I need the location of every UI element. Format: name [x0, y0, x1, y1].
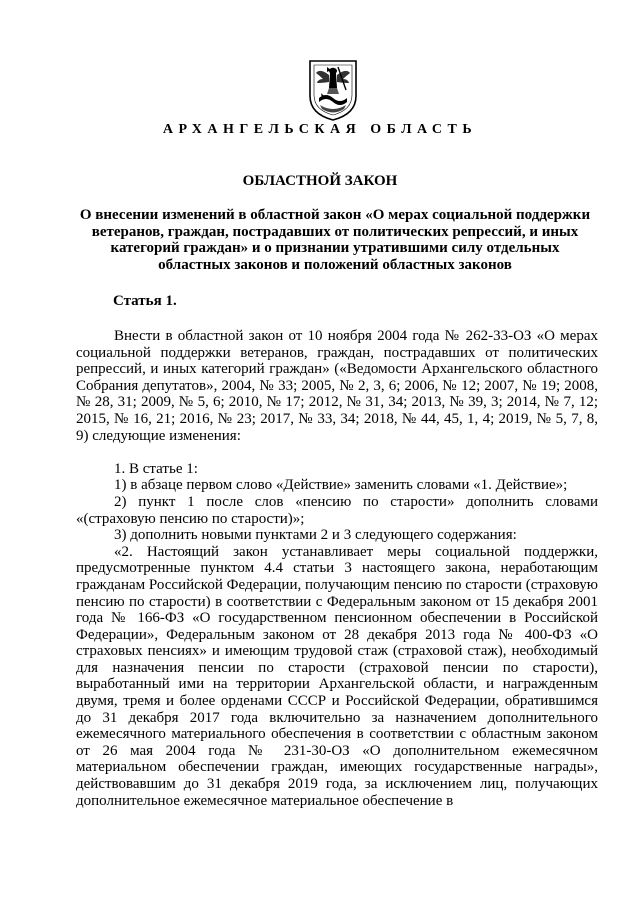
article-heading: Статья 1.	[113, 293, 177, 309]
amendment-item-1: 1. В статье 1:	[114, 460, 198, 477]
intro-paragraph: Внести в областной закон от 10 ноября 2004 года № 262-33-ОЗ «О мерах социальной поддержки ветеранов, граждан, пострадавших от политических репрессий, и иных категорий граждан» («Ведомости Архангельского областного Собрания депутатов», 2004, № 33; 2005, № 2, 3, 6; 2006, № 12; 2007, № 19; 2008, № 28, 31; 2009, № 5, 6; 2010, № 17; 2012, № 31, 34; 2013, № 39, 3; 2014, № 7, 12; 2015, № 16, 21; 2016, № 23; 2017, № 33, 34; 2018, № 44, 45, 1, 4; 2019, № 5, 7, 8, 9) следующие изменения:	[76, 328, 598, 444]
law-title-line: категорий граждан» и о признании утратившими силу отдельных	[110, 240, 560, 257]
subitem-1: 1) в абзаце первом слово «Действие» заменить словами «1. Действие»;	[114, 477, 568, 494]
quoted-point-2: «2. Настоящий закон устанавливает меры социальной поддержки, предусмотренные пунктом 4.4 статьи 3 настоящего закона, неработающим гражданам Российской Федерации, получающим пенсию по старости (страховую пенсию по старости) в соответствии с Федеральным законом от 15 декабря 2001 года № 166-ФЗ «О государственном пенсионном обеспечении в Российской Федерации», Федеральным законом от 28 декабря 2013 года № 400-ФЗ «О страховых пенсиях» и имеющим трудовой стаж (страховой стаж), необходимый для назначения пенсии по старости (страховой пенсии по старости), выработанный ими на территории Архангельской области, и награжденным двумя, тремя и более орденами СССР и Российской Федерации, обратившимся до 31 декабря 2017 года включительно за назначением дополнительного ежемесячного материального обеспечения в соответствии с областным законом от 26 мая 2004 года № 231-30-ОЗ «О дополнительном ежемесячном материальном обеспечении граждан, имеющих государственные награды», действовавшим до 31 декабря 2019 года, за исключением лиц, получающих дополнительное ежемесячное материальное обеспечение в	[76, 543, 598, 809]
law-type-heading: ОБЛАСТНОЙ ЗАКОН	[242, 173, 398, 189]
law-title-line: областных законов и положений областных законов	[158, 256, 512, 273]
law-title	[72, 207, 598, 273]
region-name: АРХАНГЕЛЬСКАЯ ОБЛАСТЬ	[162, 122, 478, 137]
coat-of-arms-icon	[306, 58, 360, 122]
article-body	[76, 328, 598, 809]
law-title-line: О внесении изменений в областной закон «О мерах социальной поддержки	[79, 207, 591, 223]
subitem-3: 3) дополнить новыми пунктами 2 и 3 следующего содержания:	[114, 527, 517, 544]
law-title-line: ветеранов, граждан, пострадавших от политических репрессий, и иных	[91, 223, 579, 240]
subitem-2: 2) пункт 1 после слов «пенсию по старости» дополнить словами «(страховую пенсию по старости)»;	[76, 493, 598, 527]
